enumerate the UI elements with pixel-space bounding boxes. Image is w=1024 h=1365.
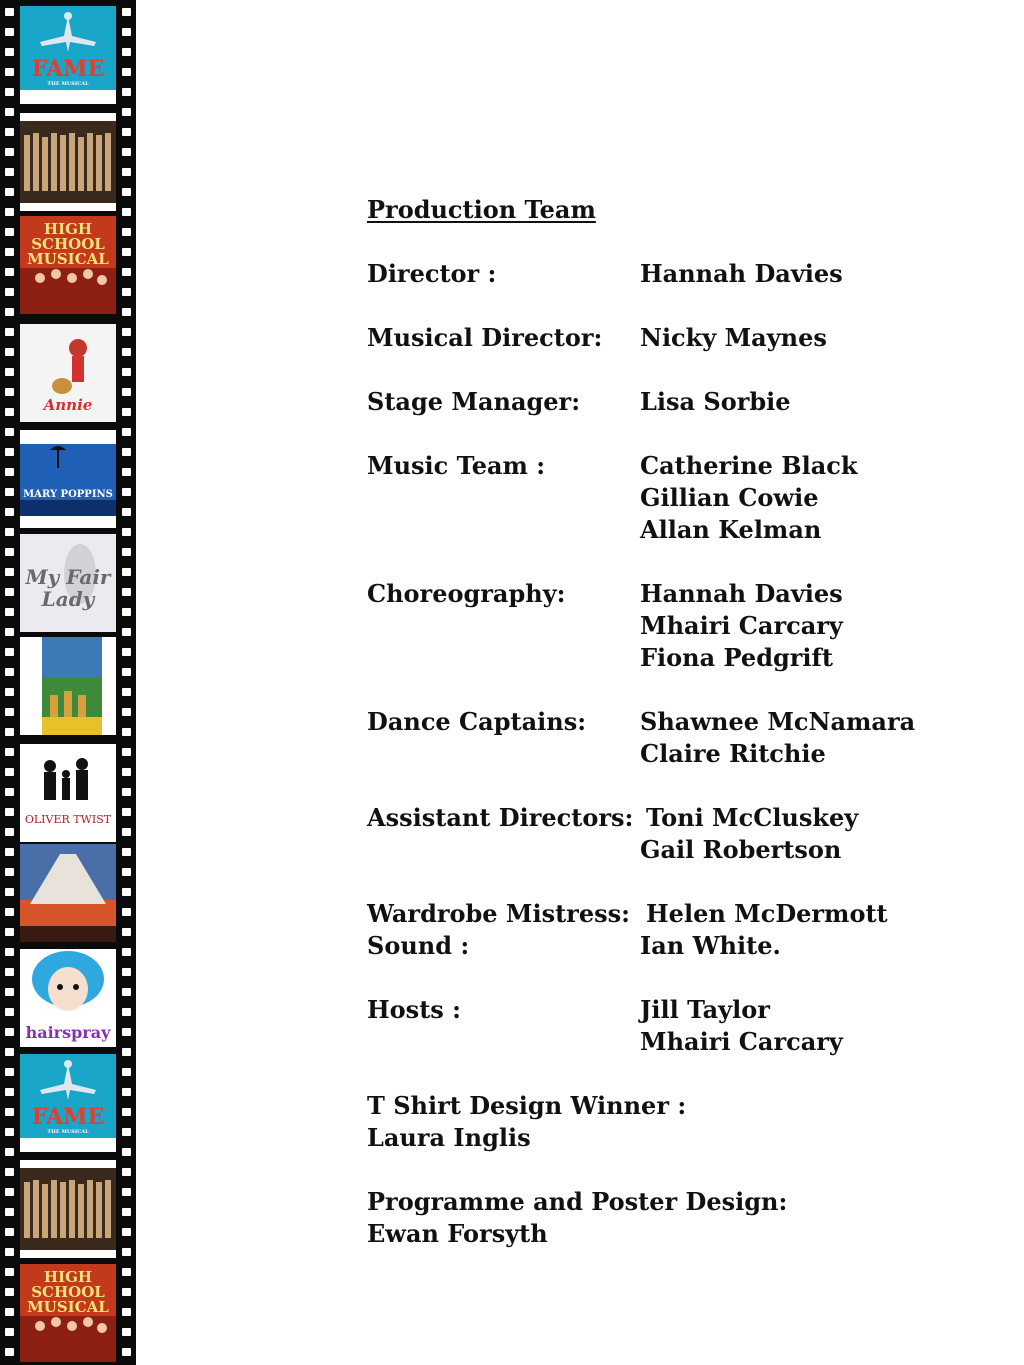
role-label: Hosts : [367,995,462,1024]
film-sprocket-hole [122,1228,131,1236]
film-sprocket-hole [5,548,14,556]
film-sprocket-hole [122,248,131,256]
person-name: Fiona Pedgrift [640,643,833,672]
film-sprocket-hole [5,748,14,756]
film-sprocket-hole [122,448,131,456]
film-sprocket-hole [122,608,131,616]
film-sprocket-hole [122,1208,131,1216]
film-sprocket-hole [5,1128,14,1136]
person-name: Shawnee McNamara [640,707,916,736]
person-name: Mhairi Carcary [640,611,843,640]
fame-subcaption: THE MUSICAL [47,81,89,87]
blood-brothers-poster [20,844,116,942]
annie-caption: Annie [43,396,93,414]
film-sprocket-hole [5,828,14,836]
film-sprocket-hole [122,428,131,436]
credit-musical-director [367,322,1007,354]
film-sprocket-hole [122,1068,131,1076]
film-sprocket-hole [5,1208,14,1216]
person-name: Ewan Forsyth [367,1219,548,1248]
film-sprocket-hole [122,868,131,876]
film-sprocket-hole [122,1288,131,1296]
high-school-musical-poster [20,216,116,314]
film-sprocket-hole [5,968,14,976]
film-sprocket-hole [5,1348,14,1356]
person-name: Helen McDermott [646,899,888,928]
person-name: Mhairi Carcary [640,1027,843,1056]
film-sprocket-hole [122,1308,131,1316]
film-sprocket-hole [5,928,14,936]
fame-subcaption-2: THE MUSICAL [47,1129,89,1135]
film-sprocket-hole [5,288,14,296]
person-name: Toni McCluskey [646,803,859,832]
film-sprocket-hole [5,8,14,16]
film-sprocket-hole [5,1288,14,1296]
film-sprocket-hole [122,128,131,136]
film-sprocket-hole [122,568,131,576]
film-sprocket-hole [5,1188,14,1196]
film-sprocket-hole [5,728,14,736]
role-label: Wardrobe Mistress: [367,899,630,928]
film-sprocket-hole [122,708,131,716]
film-sprocket-hole [5,1008,14,1016]
role-label: Music Team : [367,451,546,480]
person-name: Hannah Davies [640,259,843,288]
film-sprocket-hole [5,428,14,436]
film-sprocket-hole [122,728,131,736]
my-fair-lady-caption: My Fair Lady [25,565,111,611]
credit-sound [367,930,1007,962]
film-sprocket-hole [122,888,131,896]
oliver-twist-caption: OLIVER TWIST [24,813,112,826]
film-sprocket-hole [5,528,14,536]
film-sprocket-hole [5,368,14,376]
wizard-of-oz-poster [20,637,116,735]
film-sprocket-hole [122,228,131,236]
credit-assistant-directors [367,802,1007,834]
film-sprocket-hole [5,1148,14,1156]
film-sprocket-hole [5,28,14,36]
film-sprocket-hole [122,688,131,696]
film-sprocket-hole [122,848,131,856]
film-sprocket-hole [122,808,131,816]
film-sprocket-hole [5,348,14,356]
film-sprocket-hole [122,68,131,76]
person-name: Claire Ritchie [640,739,826,768]
film-sprocket-hole [5,608,14,616]
film-sprocket-hole [5,668,14,676]
person-name: Laura Inglis [367,1123,531,1152]
film-sprocket-hole [5,1108,14,1116]
film-sprocket-hole [5,208,14,216]
person-name: Allan Kelman [640,515,822,544]
film-sprocket-hole [5,648,14,656]
film-sprocket-hole [122,648,131,656]
film-sprocket-hole [5,1308,14,1316]
film-sprocket-hole [5,508,14,516]
film-sprocket-hole [5,588,14,596]
film-sprocket-hole [5,408,14,416]
film-sprocket-hole [122,288,131,296]
film-sprocket-hole [5,568,14,576]
film-sprocket-hole [122,968,131,976]
film-sprocket-hole [5,888,14,896]
film-sprocket-hole [5,1268,14,1276]
person-name: Catherine Black [640,451,858,480]
film-sprocket-hole [5,768,14,776]
person-name: Lisa Sorbie [640,387,791,416]
role-label: T Shirt Design Winner : [367,1091,687,1120]
person-name: Ian White. [640,931,781,960]
film-sprocket-hole [122,168,131,176]
fame-caption: FAME [31,56,105,82]
film-sprocket-hole [122,368,131,376]
film-sprocket-hole [122,408,131,416]
film-sprocket-hole [122,488,131,496]
person-name: Jill Taylor [640,995,770,1024]
film-sprocket-hole [122,348,131,356]
film-sprocket-hole [5,248,14,256]
film-sprocket-hole [5,448,14,456]
film-sprocket-hole [122,1248,131,1256]
film-sprocket-hole [122,8,131,16]
film-sprocket-hole [122,1048,131,1056]
role-label: Programme and Poster Design: [367,1187,788,1216]
film-sprocket-hole [122,108,131,116]
film-sprocket-hole [5,488,14,496]
person-name: Hannah Davies [640,579,843,608]
role-label: Musical Director: [367,323,603,352]
film-sprocket-hole [122,1028,131,1036]
hairspray-poster [20,949,116,1047]
film-sprocket-hole [5,868,14,876]
film-sprocket-hole [5,808,14,816]
film-sprocket-hole [122,788,131,796]
film-sprocket-hole [122,628,131,636]
film-sprocket-hole [5,388,14,396]
film-sprocket-hole [122,1328,131,1336]
film-sprocket-hole [5,628,14,636]
film-sprocket-hole [122,988,131,996]
role-label: Sound : [367,931,470,960]
film-sprocket-hole [5,228,14,236]
hsm-caption: HIGH SCHOOL MUSICAL [27,220,109,268]
credit-tshirt-design [367,1090,1007,1122]
film-sprocket-hole [122,188,131,196]
annie-poster [20,324,116,422]
film-sprocket-hole [5,848,14,856]
film-sprocket-hole [122,1008,131,1016]
film-sprocket-hole [5,48,14,56]
person-name: Gail Robertson [640,835,842,864]
film-sprocket-hole [5,188,14,196]
film-sprocket-hole [5,328,14,336]
film-sprocket-hole [122,668,131,676]
film-sprocket-hole [5,268,14,276]
role-label: Assistant Directors: [367,803,634,832]
person-name: Nicky Maynes [640,323,827,352]
credit-wardrobe-mistress [367,898,1007,930]
role-label: Choreography: [367,579,566,608]
film-sprocket-hole [122,88,131,96]
film-sprocket-hole [122,388,131,396]
film-sprocket-hole [5,1328,14,1336]
film-sprocket-hole [5,908,14,916]
high-school-musical-poster-2 [20,1264,116,1362]
film-sprocket-hole [5,1248,14,1256]
film-sprocket-hole [122,748,131,756]
credit-dance-captains [367,706,1007,738]
film-sprocket-hole [122,928,131,936]
film-sprocket-hole [122,1088,131,1096]
fame-poster-2 [20,1054,116,1152]
film-sprocket-hole [5,308,14,316]
film-sprocket-hole [122,908,131,916]
film-sprocket-hole [5,1068,14,1076]
credit-choreography [367,578,1007,610]
film-sprocket-hole [122,468,131,476]
hsm-caption-2: HIGH SCHOOL MUSICAL [27,1268,109,1316]
film-sprocket-hole [122,508,131,516]
film-sprocket-hole [5,128,14,136]
film-sprocket-hole [122,208,131,216]
film-sprocket-hole [122,268,131,276]
film-sprocket-hole [122,948,131,956]
production-team-heading: Production Team [367,195,596,224]
film-sprocket-hole [122,1148,131,1156]
fame-poster [20,6,116,104]
film-sprocket-hole [122,1128,131,1136]
film-sprocket-hole [5,148,14,156]
film-sprocket-hole [122,28,131,36]
film-sprocket-hole [122,1168,131,1176]
film-sprocket-hole [5,1168,14,1176]
film-sprocket-hole [5,948,14,956]
film-sprocket-hole [122,768,131,776]
film-sprocket-hole [5,168,14,176]
film-sprocket-hole [122,548,131,556]
film-sprocket-hole [122,828,131,836]
film-sprocket-hole [5,108,14,116]
hairspray-caption: hairspray [25,1023,111,1042]
film-sprocket-hole [122,148,131,156]
film-sprocket-hole [122,528,131,536]
film-sprocket-hole [122,1348,131,1356]
mary-poppins-caption: MARY POPPINS [23,489,113,500]
film-sprocket-hole [122,328,131,336]
chorus-line-dancers-photo-2 [20,1160,116,1258]
film-sprocket-hole [5,708,14,716]
film-sprocket-hole [122,308,131,316]
film-sprocket-hole [122,1108,131,1116]
role-label: Dance Captains: [367,707,587,736]
film-sprocket-hole [122,1188,131,1196]
film-sprocket-hole [122,1268,131,1276]
filmstrip-border [0,0,136,1365]
mary-poppins-poster [20,430,116,528]
film-sprocket-hole [5,688,14,696]
credit-director [367,258,1007,290]
person-name: Gillian Cowie [640,483,819,512]
role-label: Director : [367,259,497,288]
oliver-twist-poster [20,744,116,842]
film-sprocket-hole [5,1028,14,1036]
film-sprocket-hole [5,788,14,796]
film-sprocket-hole [5,1048,14,1056]
film-sprocket-hole [5,88,14,96]
film-sprocket-hole [5,1228,14,1236]
credit-programme-poster-design [367,1186,1007,1218]
film-sprocket-hole [5,468,14,476]
film-sprocket-hole [122,588,131,596]
my-fair-lady-poster [20,534,116,632]
fame-caption-2: FAME [31,1104,105,1130]
film-sprocket-hole [5,68,14,76]
credit-music-team [367,450,1007,482]
credit-stage-manager [367,386,1007,418]
credit-hosts [367,994,1007,1026]
film-sprocket-hole [122,48,131,56]
production-team-credits [367,194,1007,1250]
film-sprocket-hole [5,988,14,996]
role-label: Stage Manager: [367,387,581,416]
chorus-line-dancers-photo [20,113,116,211]
film-sprocket-hole [5,1088,14,1096]
